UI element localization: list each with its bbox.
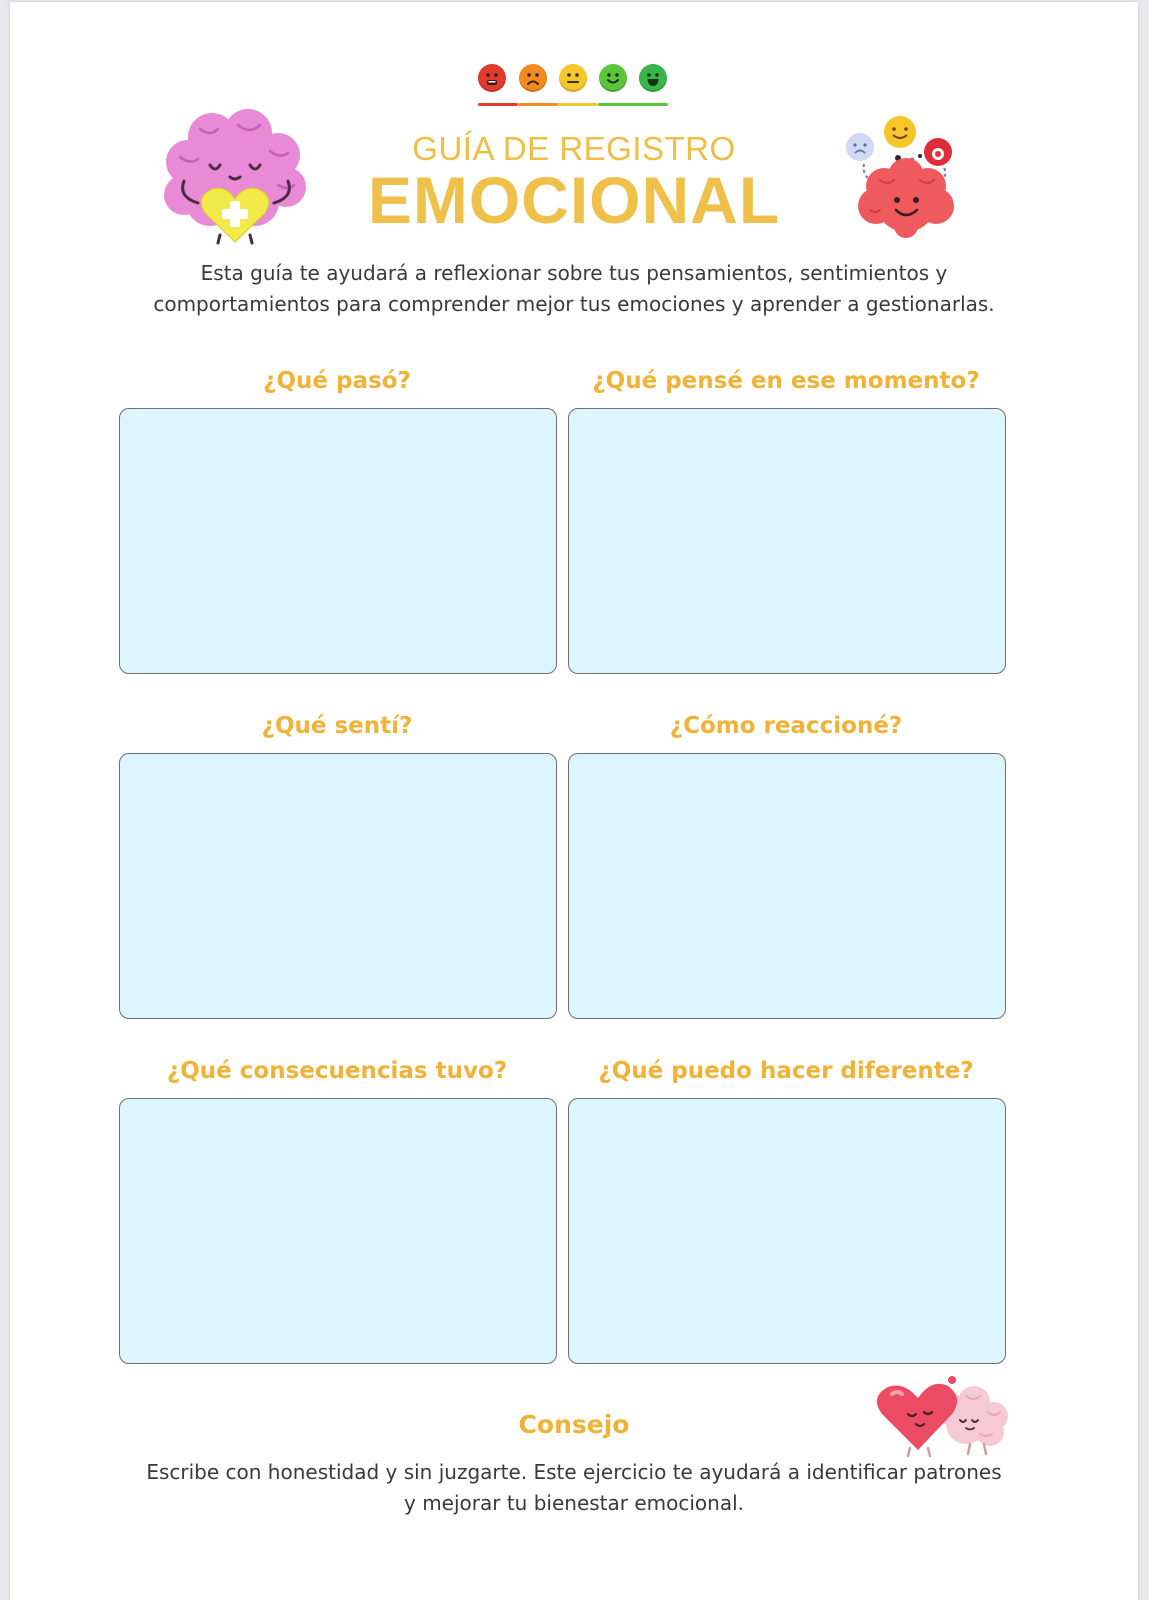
scale-segment (558, 103, 598, 106)
very-happy-face-icon (639, 64, 667, 92)
answer-box-what-happened[interactable] (119, 408, 557, 674)
intro-text (110, 258, 1038, 320)
scale-segment (518, 103, 558, 106)
answer-box-do-differently[interactable] (568, 1098, 1006, 1364)
tip-line: y mejorar tu bienestar emocional. (404, 1491, 744, 1515)
answer-box-consequences[interactable] (119, 1098, 557, 1364)
neutral-face-icon (559, 64, 587, 92)
section-label-do-differently: ¿Qué puedo hacer diferente? (598, 1058, 974, 1084)
intro-line: comportamientos para comprender mejor tus emociones y aprender a gestionarlas. (153, 292, 995, 316)
very-angry-face-icon (478, 64, 506, 92)
section-label-what-i-thought: ¿Qué pensé en ese momento? (592, 368, 980, 394)
section-label-consequences: ¿Qué consecuencias tuvo? (166, 1058, 508, 1084)
tip-title: Consejo (518, 1410, 630, 1439)
intro-line: Esta guía te ayudará a reflexionar sobre tus pensamientos, sentimientos y (200, 261, 948, 285)
answer-box-what-i-thought[interactable] (568, 408, 1006, 674)
page-title: EMOCIONAL (367, 163, 781, 237)
scale-segment (478, 103, 518, 106)
section-label-what-i-felt: ¿Qué sentí? (261, 713, 413, 739)
scale-segment (598, 103, 668, 106)
title-top: GUÍA DE REGISTRO (412, 130, 736, 167)
tip-line: Escribe con honestidad y sin juzgarte. Este ejercicio te ayudará a identificar patrones (146, 1460, 1002, 1484)
section-label-how-i-reacted: ¿Cómo reaccioné? (669, 713, 903, 739)
happy-face-icon (599, 64, 627, 92)
mood-scale (478, 62, 678, 112)
section-label-what-happened: ¿Qué pasó? (263, 368, 411, 394)
tip-text (120, 1457, 1028, 1519)
answer-box-what-i-felt[interactable] (119, 753, 557, 1019)
worksheet-page (10, 2, 1138, 1600)
answer-box-how-i-reacted[interactable] (568, 753, 1006, 1019)
sad-face-icon (519, 64, 547, 92)
